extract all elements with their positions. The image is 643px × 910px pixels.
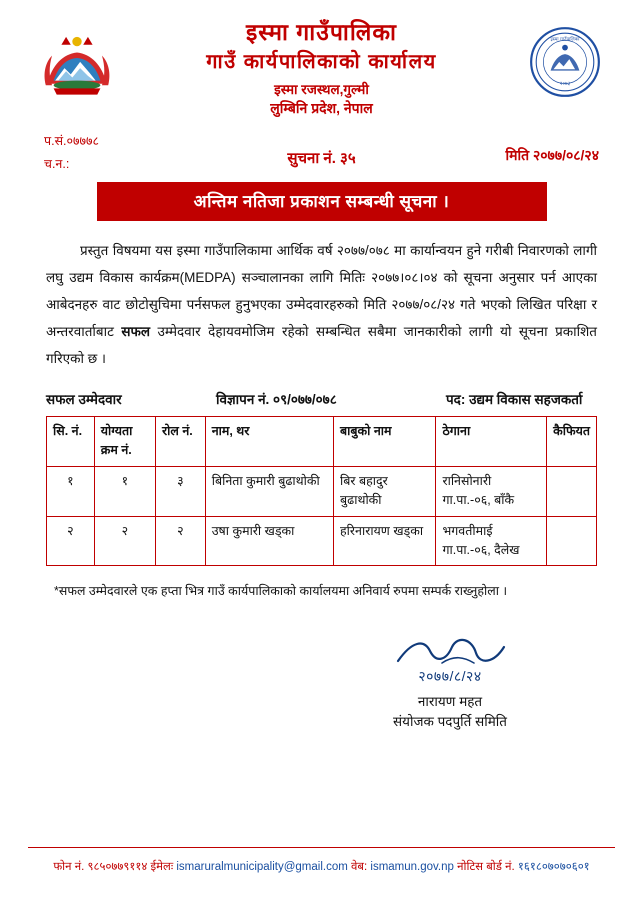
column-header-roll: रोल नं. xyxy=(156,417,206,467)
advertisement-number-label: विज्ञापन नं. ०९/०७७/०७८ xyxy=(216,392,337,407)
municipality-seal-emblem xyxy=(529,26,601,98)
nepal-coat-of-arms-emblem xyxy=(38,26,116,104)
table-row xyxy=(47,466,597,516)
svg-text:२०७३: २०७३ xyxy=(559,81,571,88)
footnote-text: *सफल उम्मेदवारले एक हप्ता भित्र गाउँ कार्यपालिकाको कार्यालयमा अनिवार्य रुपमा सम्पर्क राख्नुहोला । xyxy=(54,584,508,599)
cell-name: बिनिता कुमारी बुढाथोकी xyxy=(205,466,333,516)
cell-merit: २ xyxy=(94,516,155,566)
notice-title-band: अन्तिम नतिजा प्रकाशन सम्बन्धी सूचना । xyxy=(97,182,547,221)
signature-mark-icon xyxy=(390,635,510,669)
notice-body-paragraph xyxy=(46,237,597,372)
organization-name: इस्मा गाउँपालिका xyxy=(245,19,398,45)
document-footer xyxy=(0,859,643,874)
footer-email-address[interactable]: ismaruralmunicipality@gmail.com xyxy=(176,861,348,873)
column-header-remark: कैफियत xyxy=(547,417,597,467)
cell-serial: २ xyxy=(47,516,95,566)
cell-name: उषा कुमारी खड्का xyxy=(205,516,333,566)
reference-block xyxy=(28,130,615,172)
notice-date: मिति २०७७/०८/२४ xyxy=(505,147,599,163)
post-label: पद: उद्यम विकास सहजकर्ता xyxy=(446,392,583,407)
footer-board-number: १६१८०७०७०६०१ xyxy=(517,861,590,873)
cell-father-name: हरिनारायण खड्का xyxy=(334,516,436,566)
results-table xyxy=(46,416,597,566)
cell-address: भगवतीमाई गा.पा.-०६, दैलेख xyxy=(436,516,547,566)
signature-block xyxy=(28,635,615,745)
notice-number: सुचना नं. ३५ xyxy=(287,150,356,167)
signatory-post: संयोजक पदपुर्ति समिति xyxy=(393,714,507,730)
organization-address-line1: इस्मा रजस्थल,गुल्मी xyxy=(274,81,369,97)
footer-board-label: नोटिस बोर्ड नं. xyxy=(457,861,515,873)
column-header-merit: योग्यता क्रम नं. xyxy=(94,417,155,467)
table-row xyxy=(47,516,597,566)
cell-roll: ३ xyxy=(156,466,206,516)
document-header xyxy=(28,18,615,126)
svg-text:इस्मा गाउँपालिका: इस्मा गाउँपालिका xyxy=(550,37,580,43)
footer-website[interactable]: ismamun.gov.np xyxy=(370,861,454,873)
chalani-number: च.न.: xyxy=(44,156,70,171)
signatory-name: नारायण महत xyxy=(417,694,483,710)
organization-office: गाउँ कार्यपालिकाको कार्यालय xyxy=(206,50,437,73)
paragraph-text-part1: प्रस्तुत विषयमा यस इस्मा गाउँपालिकामा आर्थिक वर्ष २०७७/०७८ मा कार्यान्वयन हुने गरीबी निवारणको लागी लघु उद्यम विकास कार्यक्रम(MEDPA) सञ्चालानका लागि मितिः २०७७।०८।०४ को सूचना अनुसार पर्न आएका आबेदनहरु वाट छोटोसुचिमा पर्नसफल हुनुभएका उम्मेदवारहरुको मिति २०७७/०८/२४ गते भएको लिखित परिक्षा र अन्तरवार्ताबाट xyxy=(46,243,597,339)
organization-address-line2: लुम्बिनि प्रदेश, नेपाल xyxy=(270,99,373,116)
cell-roll: २ xyxy=(156,516,206,566)
successful-candidates-label: सफल उम्मेदवार xyxy=(46,392,122,407)
column-header-serial: सि. नं. xyxy=(47,417,95,467)
cell-merit: १ xyxy=(94,466,155,516)
footer-web-label: वेब: xyxy=(351,861,368,873)
paragraph-text-part2: उम्मेदवार देहायवमोजिम रहेको सम्बन्धित सबैमा जानकारीको लागी यो सूचना प्रकाशित गरिएको छ । xyxy=(46,324,597,366)
footer-email-label: ईमेलः xyxy=(150,861,174,873)
cell-remark xyxy=(547,466,597,516)
paragraph-text-bold: सफल xyxy=(121,324,151,339)
cell-father-name: बिर बहादुर बुढाथोकी xyxy=(334,466,436,516)
patra-sankhya: प.सं.०७७७८ xyxy=(44,134,99,148)
cell-address: रानिसोनारी गा.पा.-०६, बाँकै xyxy=(436,466,547,516)
cell-serial: १ xyxy=(47,466,95,516)
column-header-father-name: बाबुको नाम xyxy=(334,417,436,467)
footer-divider xyxy=(28,847,615,848)
table-header-row xyxy=(47,417,597,467)
column-header-name: नाम, थर xyxy=(205,417,333,467)
result-subheader xyxy=(46,390,597,408)
footer-phone: फोन नं. ९८५०७७९११४ xyxy=(53,861,148,873)
signature-date: २०७७/८/२४ xyxy=(418,668,482,685)
cell-remark xyxy=(547,516,597,566)
column-header-address: ठेगाना xyxy=(436,417,547,467)
